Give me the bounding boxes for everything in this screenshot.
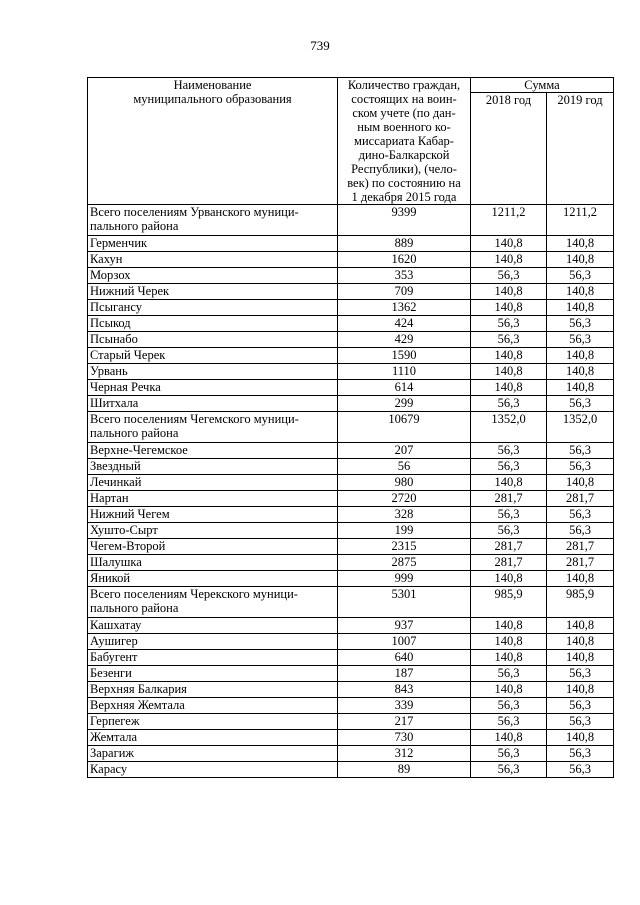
citizen-count-cell: 424 [338,316,471,332]
sum-2018-cell: 985,9 [471,587,547,618]
sum-2018-cell: 56,3 [471,698,547,714]
citizen-count-cell: 709 [338,284,471,300]
citizen-count-cell: 429 [338,332,471,348]
settlement-row [88,666,614,682]
municipal-funding-table [87,77,614,778]
sum-2018-cell: 140,8 [471,380,547,396]
settlement-row [88,539,614,555]
settlement-row [88,507,614,523]
sum-2019-cell: 140,8 [547,475,614,491]
sum-2018-cell: 140,8 [471,682,547,698]
sum-2019-cell: 140,8 [547,252,614,268]
settlement-row [88,443,614,459]
citizen-count-cell: 353 [338,268,471,284]
sum-2019-cell: 140,8 [547,730,614,746]
sum-2019-cell: 56,3 [547,666,614,682]
settlement-row [88,491,614,507]
sum-2018-cell: 56,3 [471,762,547,778]
district-total-row [88,587,614,618]
sum-2018-cell: 56,3 [471,459,547,475]
sum-2018-cell: 56,3 [471,666,547,682]
sum-2019-cell: 56,3 [547,396,614,412]
sum-2018-cell: 56,3 [471,332,547,348]
municipality-name-cell: Шалушка [88,555,338,571]
sum-2018-cell: 56,3 [471,396,547,412]
sum-2019-cell: 56,3 [547,523,614,539]
citizen-count-cell: 9399 [338,205,471,236]
page-number: 739 [310,38,330,53]
settlement-row [88,475,614,491]
municipality-name-cell: Нартан [88,491,338,507]
sum-2019-cell: 140,8 [547,618,614,634]
sum-2019-cell: 1211,2 [547,205,614,236]
settlement-row [88,396,614,412]
sum-2018-cell: 281,7 [471,555,547,571]
sum-2018-cell: 140,8 [471,348,547,364]
settlement-row [88,252,614,268]
citizen-count-cell: 1007 [338,634,471,650]
municipality-name-cell: Герменчик [88,236,338,252]
sum-2019-cell: 56,3 [547,698,614,714]
sum-2018-cell: 140,8 [471,634,547,650]
municipality-name-cell: Шитхала [88,396,338,412]
citizen-count-cell: 1110 [338,364,471,380]
sum-2018-cell: 140,8 [471,650,547,666]
sum-2018-cell: 140,8 [471,252,547,268]
municipality-name-cell: Псыкод [88,316,338,332]
sum-2018-cell: 56,3 [471,746,547,762]
settlement-row [88,284,614,300]
settlement-row [88,332,614,348]
municipality-name-cell: Кахун [88,252,338,268]
sum-2018-cell: 140,8 [471,571,547,587]
sum-2019-cell: 56,3 [547,443,614,459]
municipality-name-cell: Верхняя Жемтала [88,698,338,714]
sum-2019-cell: 140,8 [547,380,614,396]
sum-2019-cell: 140,8 [547,284,614,300]
sum-2018-cell: 56,3 [471,714,547,730]
sum-2018-cell: 56,3 [471,507,547,523]
settlement-row [88,348,614,364]
sum-2019-cell: 56,3 [547,316,614,332]
sum-2019-cell: 140,8 [547,650,614,666]
municipality-name-cell: Хушто-Сырт [88,523,338,539]
header-citizen-count: Количество граждан, состоящих на воин- ском учете (по дан- ным военного ко- миссариата Кабар- дино-Балкарской Республики), (чело- век) по состоянию на 1 декабря 2015 года [338,78,471,205]
header-sum: Сумма [471,78,614,93]
sum-2019-cell: 56,3 [547,332,614,348]
municipality-name-cell: Чегем-Второй [88,539,338,555]
sum-2019-cell: 56,3 [547,762,614,778]
citizen-count-cell: 199 [338,523,471,539]
settlement-row [88,459,614,475]
municipality-name-cell: Старый Черек [88,348,338,364]
citizen-count-cell: 217 [338,714,471,730]
sum-2018-cell: 140,8 [471,300,547,316]
citizen-count-cell: 312 [338,746,471,762]
settlement-row [88,714,614,730]
sum-2019-cell: 140,8 [547,682,614,698]
settlement-row [88,571,614,587]
citizen-count-cell: 730 [338,730,471,746]
citizen-count-cell: 843 [338,682,471,698]
municipality-name-cell: Зарагиж [88,746,338,762]
citizen-count-cell: 2875 [338,555,471,571]
municipality-name-cell: Псыгансу [88,300,338,316]
settlement-row [88,236,614,252]
municipality-name-cell: Нижний Черек [88,284,338,300]
settlement-row [88,268,614,284]
citizen-count-cell: 889 [338,236,471,252]
citizen-count-cell: 328 [338,507,471,523]
settlement-row [88,762,614,778]
citizen-count-cell: 339 [338,698,471,714]
municipality-name-cell: Нижний Чегем [88,507,338,523]
sum-2019-cell: 56,3 [547,746,614,762]
municipality-name-cell: Всего поселениям Урванского муници- пального района [88,205,338,236]
citizen-count-cell: 89 [338,762,471,778]
municipality-name-cell: Жемтала [88,730,338,746]
sum-2018-cell: 56,3 [471,443,547,459]
sum-2019-cell: 140,8 [547,634,614,650]
citizen-count-cell: 299 [338,396,471,412]
municipality-name-cell: Звездный [88,459,338,475]
sum-2019-cell: 140,8 [547,571,614,587]
municipality-name-cell: Безенги [88,666,338,682]
municipality-name-cell: Верхняя Балкария [88,682,338,698]
settlement-row [88,730,614,746]
municipality-name-cell: Аушигер [88,634,338,650]
sum-2019-cell: 56,3 [547,459,614,475]
municipality-name-cell: Бабугент [88,650,338,666]
sum-2018-cell: 281,7 [471,491,547,507]
settlement-row [88,618,614,634]
header-year-2019: 2019 год [547,93,614,205]
municipality-name-cell: Черная Речка [88,380,338,396]
sum-2018-cell: 1352,0 [471,412,547,443]
municipality-name-cell: Карасу [88,762,338,778]
citizen-count-cell: 187 [338,666,471,682]
header-year-2018: 2018 год [471,93,547,205]
citizen-count-cell: 640 [338,650,471,666]
sum-2019-cell: 281,7 [547,539,614,555]
citizen-count-cell: 10679 [338,412,471,443]
settlement-row [88,634,614,650]
municipality-name-cell: Всего поселениям Чегемского муници- пального района [88,412,338,443]
municipality-name-cell: Всего поселениям Черекского муници- пального района [88,587,338,618]
citizen-count-cell: 5301 [338,587,471,618]
sum-2018-cell: 56,3 [471,523,547,539]
sum-2019-cell: 1352,0 [547,412,614,443]
sum-2018-cell: 56,3 [471,316,547,332]
settlement-row [88,650,614,666]
district-total-row [88,205,614,236]
settlement-row [88,555,614,571]
citizen-count-cell: 937 [338,618,471,634]
sum-2018-cell: 1211,2 [471,205,547,236]
settlement-row [88,316,614,332]
sum-2019-cell: 56,3 [547,268,614,284]
citizen-count-cell: 207 [338,443,471,459]
settlement-row [88,364,614,380]
municipality-name-cell: Яникой [88,571,338,587]
sum-2019-cell: 140,8 [547,300,614,316]
settlement-row [88,698,614,714]
settlement-row [88,380,614,396]
sum-2019-cell: 56,3 [547,507,614,523]
settlement-row [88,682,614,698]
sum-2018-cell: 140,8 [471,364,547,380]
sum-2019-cell: 281,7 [547,555,614,571]
sum-2019-cell: 281,7 [547,491,614,507]
sum-2018-cell: 140,8 [471,284,547,300]
sum-2019-cell: 140,8 [547,348,614,364]
sum-2019-cell: 140,8 [547,236,614,252]
header-municipality-name: Наименование муниципального образования [88,78,338,205]
sum-2018-cell: 140,8 [471,730,547,746]
sum-2019-cell: 56,3 [547,714,614,730]
sum-2018-cell: 140,8 [471,618,547,634]
citizen-count-cell: 2720 [338,491,471,507]
citizen-count-cell: 2315 [338,539,471,555]
citizen-count-cell: 1362 [338,300,471,316]
citizen-count-cell: 1620 [338,252,471,268]
municipality-name-cell: Урвань [88,364,338,380]
settlement-row [88,523,614,539]
sum-2018-cell: 281,7 [471,539,547,555]
municipality-name-cell: Верхне-Чегемское [88,443,338,459]
district-total-row [88,412,614,443]
municipality-name-cell: Морзох [88,268,338,284]
municipality-name-cell: Герпегеж [88,714,338,730]
sum-2018-cell: 140,8 [471,475,547,491]
sum-2018-cell: 140,8 [471,236,547,252]
citizen-count-cell: 999 [338,571,471,587]
sum-2019-cell: 140,8 [547,364,614,380]
municipality-name-cell: Лечинкай [88,475,338,491]
municipality-name-cell: Кашхатау [88,618,338,634]
citizen-count-cell: 980 [338,475,471,491]
settlement-row [88,300,614,316]
citizen-count-cell: 56 [338,459,471,475]
settlement-row [88,746,614,762]
sum-2018-cell: 56,3 [471,268,547,284]
municipality-name-cell: Псынабо [88,332,338,348]
table-body [88,205,614,778]
citizen-count-cell: 1590 [338,348,471,364]
citizen-count-cell: 614 [338,380,471,396]
sum-2019-cell: 985,9 [547,587,614,618]
